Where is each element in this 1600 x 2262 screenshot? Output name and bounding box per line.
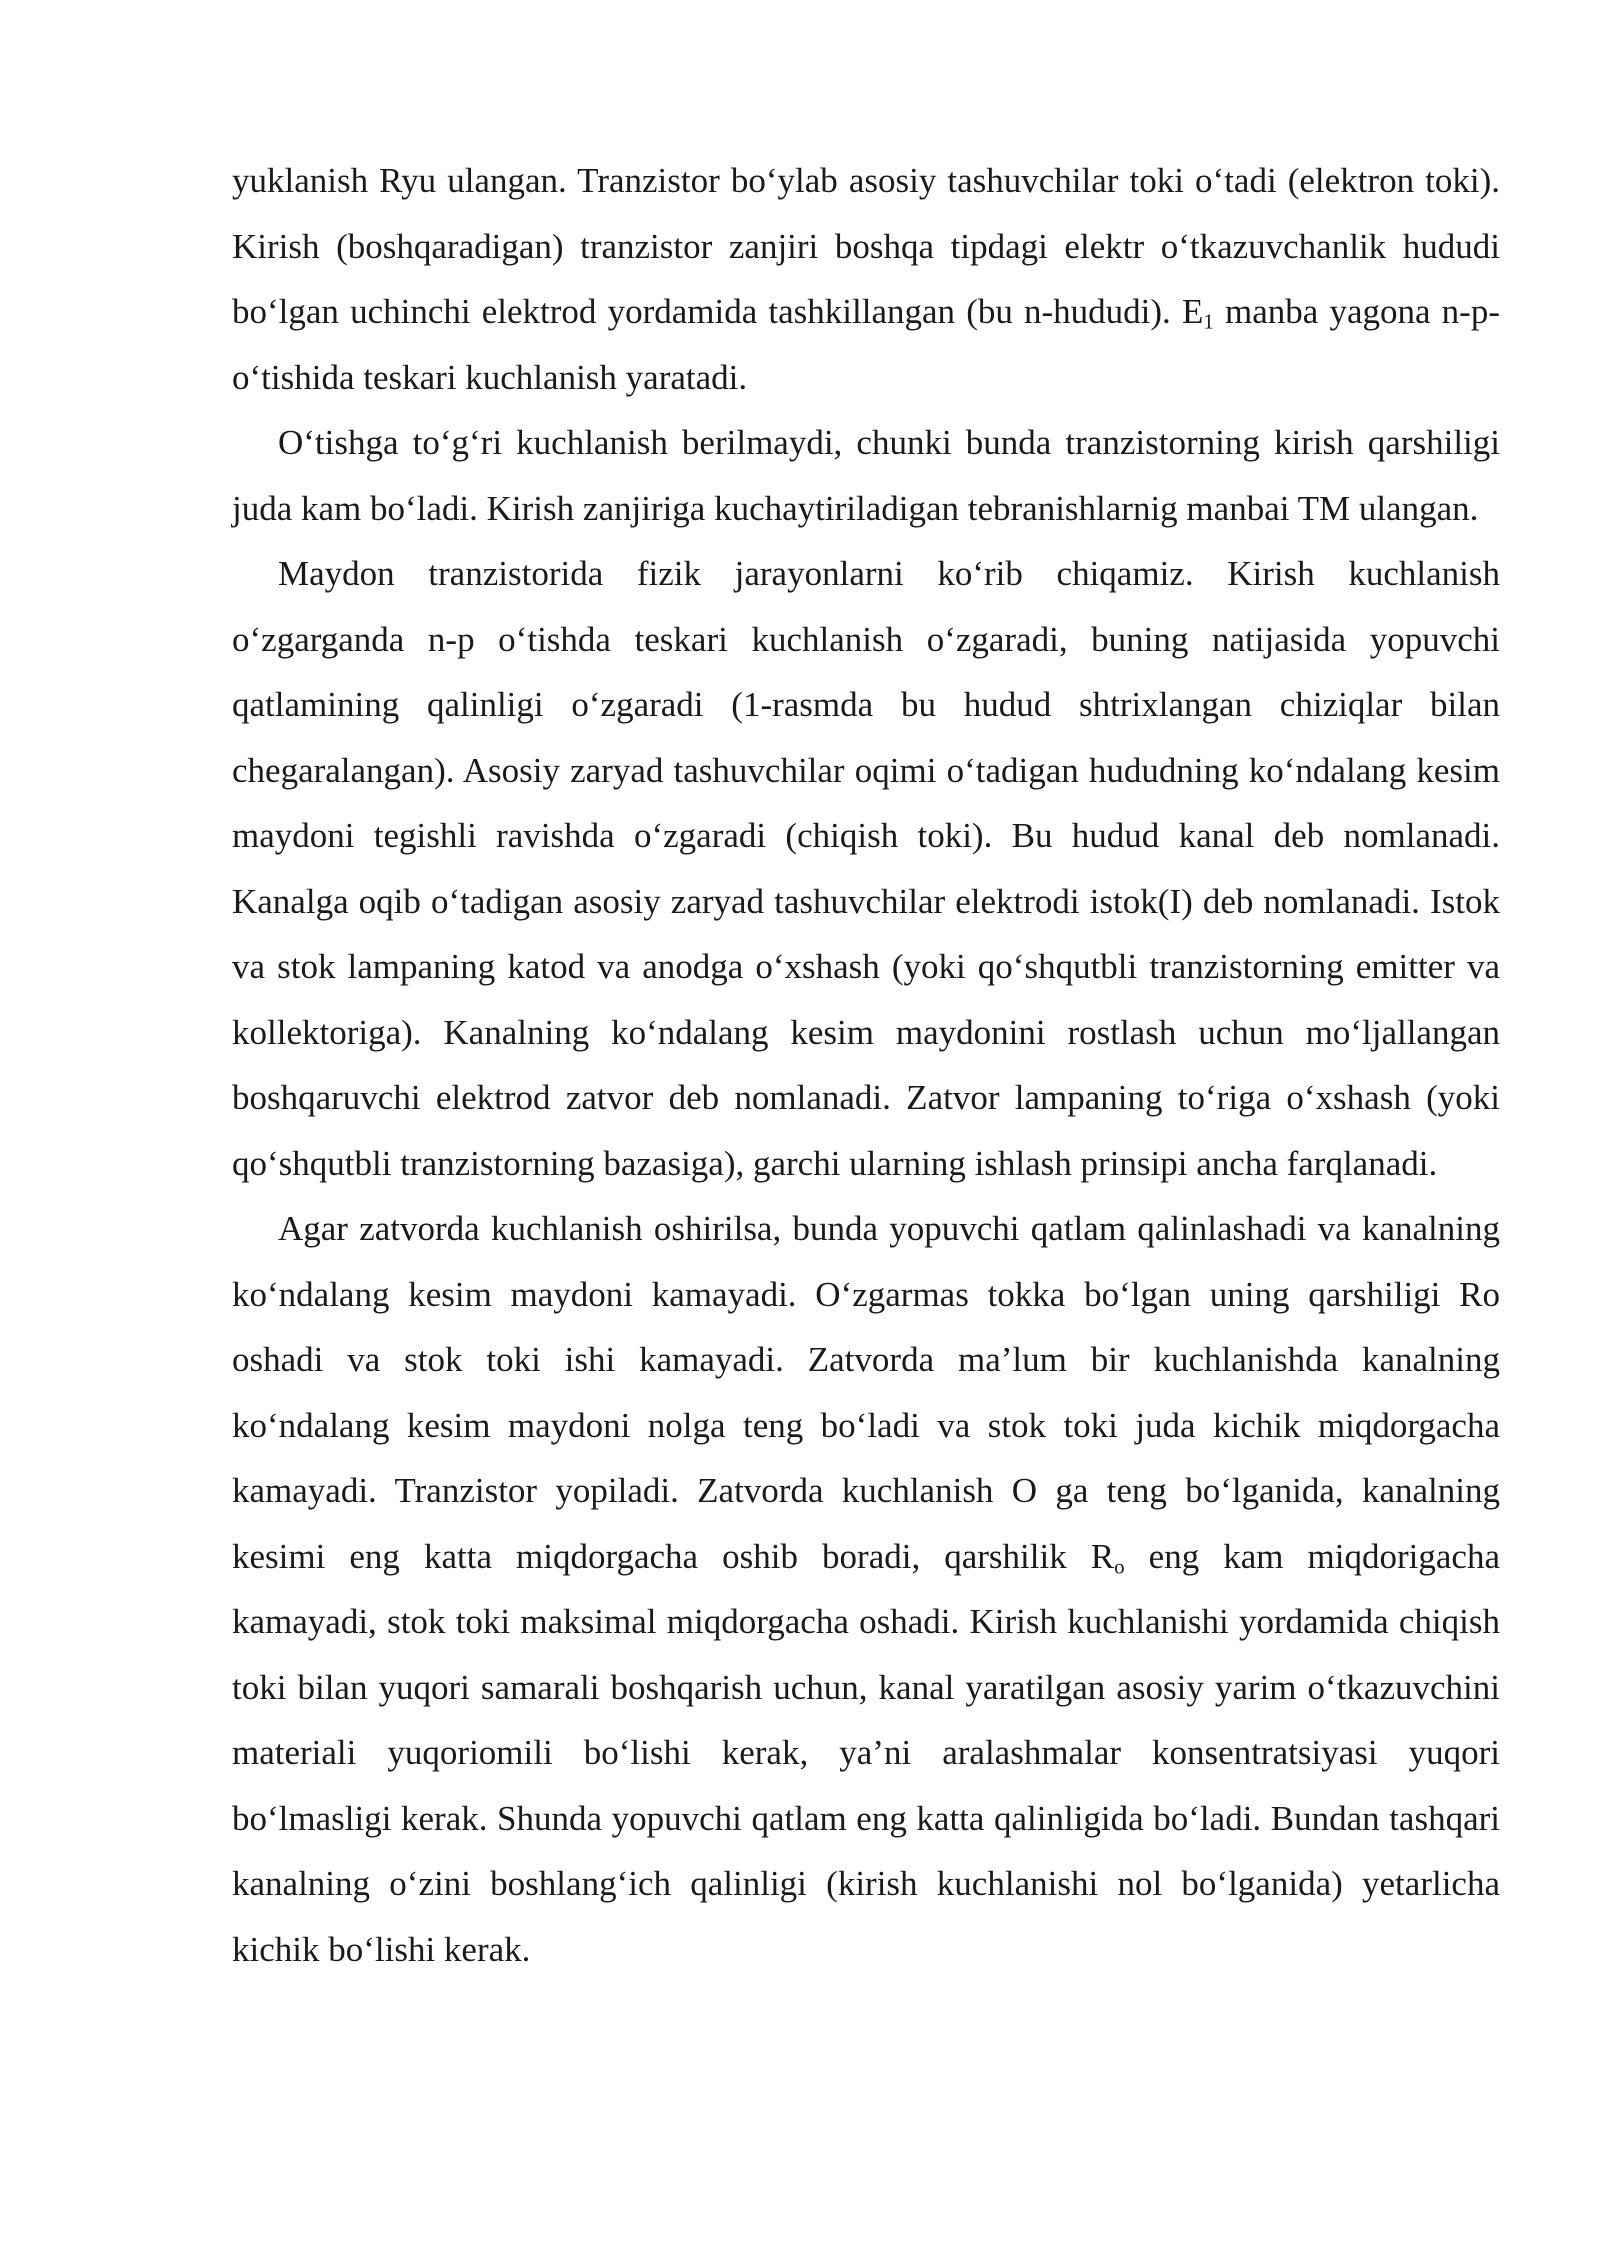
paragraph-4 <box>232 1196 1500 1982</box>
paragraph-4-text-a: Agar zatvorda kuchlanish oshirilsa, bunda yopuvchi qatlam qalinlashadi va kanalning ko‘ndalang kesim maydoni kamayadi. O‘zgarmas tokka bo‘lgan uning qarshiligi Ro oshadi va stok toki ishi kamayadi. Zatvorda ma’lum bir kuchlanishda kanalning ko‘ndalang kesim maydoni nolga teng bo‘ladi va stok toki juda kichik miqdorgacha kamayadi. Tranzistor yopiladi. Zatvorda kuchlanish O ga teng bo‘lganida, kanalning kesimi eng katta miqdorgacha oshib boradi, qarshilik R <box>232 1209 1500 1576</box>
body-text <box>232 148 1500 1982</box>
paragraph-3 <box>232 541 1500 1196</box>
paragraph-1-text-a: yuklanish Ryu ulangan. Tranzistor bo‘ylab asosiy tashuvchilar toki o‘tadi (elektron toki). Kirish (boshqaradigan) tranzistor zanjiri boshqa tipdagi elektr o‘tkazuvchanlik hududi bo‘lgan uchinchi elektrod yordamida tashkillangan (bu n-hududi). E <box>232 161 1500 331</box>
paragraph-1 <box>232 148 1500 410</box>
paragraph-4-text-b: eng kam miqdorigacha kamayadi, stok toki maksimal miqdorgacha oshadi. Kirish kuchlanishi yordamida chiqish toki bilan yuqori samarali boshqarish uchun, kanal yaratilgan asosiy yarim o‘tkazuvchini materiali yuqoriomili bo‘lishi kerak, ya’ni aralashmalar konsentratsiyasi yuqori bo‘lmasligi kerak. Shunda yopuvchi qatlam eng katta qalinligida bo‘ladi. Bundan tashqari kanalning o‘zini boshlang‘ich qalinligi (kirish kuchlanishi nol bo‘lganida) yetarlicha kichik bo‘lishi kerak. <box>232 1536 1500 1969</box>
paragraph-2 <box>232 410 1500 541</box>
paragraph-1-text-b: manba yagona n-p-o‘tishida teskari kuchlanish yaratadi. <box>232 292 1500 397</box>
subscript-e1: 1 <box>1203 309 1214 334</box>
paragraph-2-text: O‘tishga to‘g‘ri kuchlanish berilmaydi, chunki bunda tranzistorning kirish qarshiligi juda kam bo‘ladi. Kirish zanjiriga kuchaytiriladigan tebranishlarnig manbai TM ulangan. <box>232 423 1500 528</box>
paragraph-3-text: Maydon tranzistorida fizik jarayonlarni ko‘rib chiqamiz. Kirish kuchlanish o‘zgarganda n-p o‘tishda teskari kuchlanish o‘zgaradi, buning natijasida yopuvchi qatlamining qalinligi o‘zgaradi (1-rasmda bu hudud shtrixlangan chiziqlar bilan chegaralangan). Asosiy zaryad tashuvchilar oqimi o‘tadigan hududning ko‘ndalang kesim maydoni tegishli ravishda o‘zgaradi (chiqish toki). Bu hudud kanal deb nomlanadi. Kanalga oqib o‘tadigan asosiy zaryad tashuvchilar elektrodi istok(I) deb nomlanadi. Istok va stok lampaning katod va anodga o‘xshash (yoki qo‘shqutbli tranzistorning emitter va kollektoriga). Kanalning ko‘ndalang kesim maydonini rostlash uchun mo‘ljallangan boshqaruvchi elektrod zatvor deb nomlanadi. Zatvor lampaning to‘riga o‘xshash (yoki qo‘shqutbli tranzistorning bazasiga), garchi ularning ishlash prinsipi ancha farqlanadi. <box>232 554 1500 1183</box>
subscript-ro: o <box>1114 1553 1125 1578</box>
